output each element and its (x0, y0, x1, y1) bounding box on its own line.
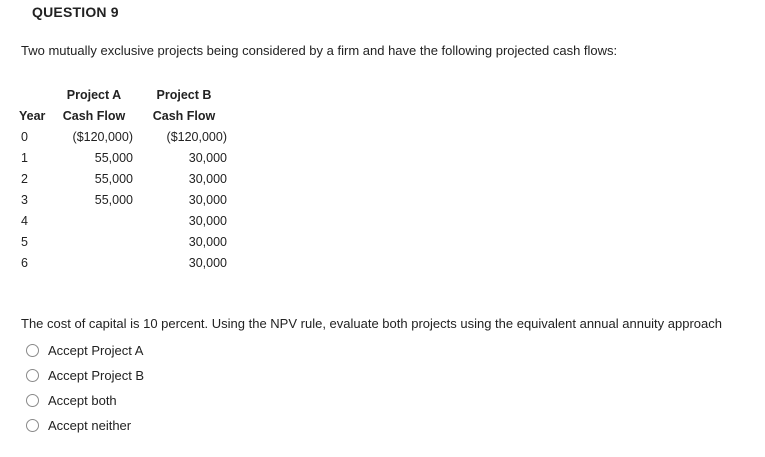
table-header-row-1 (15, 84, 230, 105)
project-b-cell: 30,000 (188, 255, 227, 270)
year-cell: 6 (21, 255, 28, 270)
option-label: Accept both (48, 393, 117, 408)
project-b-cell: 30,000 (188, 234, 227, 249)
year-cell: 2 (21, 171, 28, 186)
project-b-cell: 30,000 (188, 192, 227, 207)
project-a-cell: 55,000 (94, 150, 133, 165)
table-row (15, 126, 230, 147)
header-project-a: Project A (66, 87, 122, 102)
option-accept-project-a[interactable] (26, 338, 144, 363)
project-a-cell: 55,000 (94, 171, 133, 186)
year-cell: 0 (21, 129, 28, 144)
header-cash-flow-b: Cash Flow (152, 108, 216, 123)
option-label: Accept Project A (48, 343, 144, 358)
option-accept-both[interactable] (26, 388, 144, 413)
table-row (15, 210, 230, 231)
question-text: Two mutually exclusive projects being considered by a firm and have the following projected cash flows: (21, 43, 618, 58)
option-accept-neither[interactable] (26, 413, 144, 438)
option-label: Accept Project B (48, 368, 145, 383)
header-cash-flow-a: Cash Flow (62, 108, 126, 123)
project-a-cell (55, 210, 141, 231)
option-accept-project-b[interactable] (26, 363, 144, 388)
year-cell: 3 (21, 192, 28, 207)
header-year-blank (15, 84, 55, 105)
table-row (15, 168, 230, 189)
project-b-cell: 30,000 (188, 150, 227, 165)
project-a-cell: 55,000 (94, 192, 133, 207)
project-b-cell: 30,000 (188, 213, 227, 228)
cash-flow-table (15, 84, 230, 273)
radio-button[interactable] (26, 369, 39, 382)
table-row (15, 231, 230, 252)
header-year: Year (19, 108, 46, 123)
project-a-cell: ($120,000) (72, 129, 133, 144)
radio-button[interactable] (26, 394, 39, 407)
table-header-row-2 (15, 105, 230, 126)
radio-button[interactable] (26, 419, 39, 432)
project-a-cell (55, 231, 141, 252)
table-row (15, 252, 230, 273)
question-prompt: The cost of capital is 10 percent. Using the NPV rule, evaluate both projects using the equivalent annual annuity approach (21, 316, 722, 331)
project-a-cell (55, 252, 141, 273)
answer-options (26, 338, 144, 438)
year-cell: 4 (21, 213, 28, 228)
table-row (15, 189, 230, 210)
header-project-b: Project B (156, 87, 212, 102)
project-b-cell: ($120,000) (166, 129, 227, 144)
year-cell: 1 (21, 150, 28, 165)
table-row (15, 147, 230, 168)
radio-button[interactable] (26, 344, 39, 357)
year-cell: 5 (21, 234, 28, 249)
project-b-cell: 30,000 (188, 171, 227, 186)
question-title: QUESTION 9 (32, 4, 119, 20)
option-label: Accept neither (48, 418, 132, 433)
